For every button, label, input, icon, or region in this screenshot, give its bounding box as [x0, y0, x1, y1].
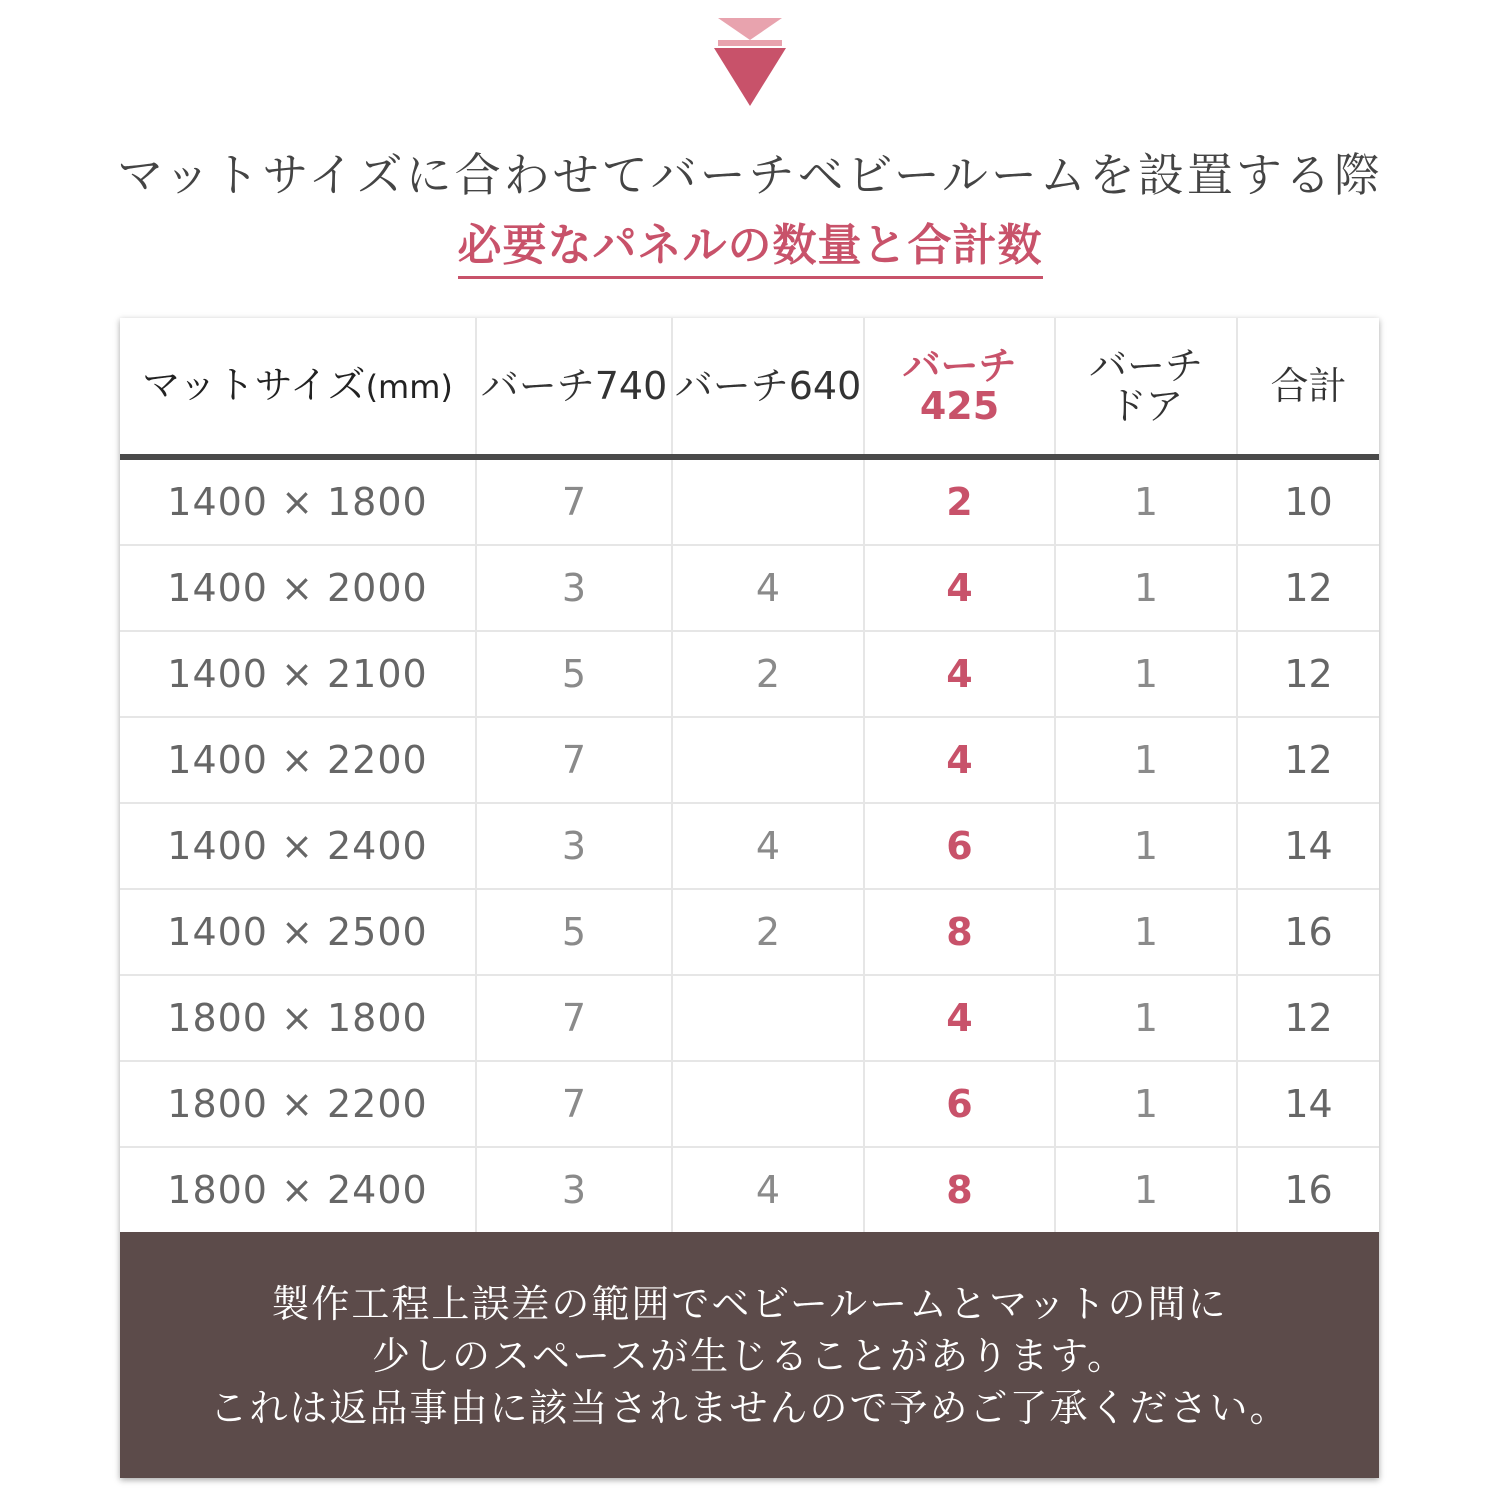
- cell-birch-740: 7: [476, 457, 672, 545]
- cell-birch-740: 7: [476, 1061, 672, 1147]
- table-row: [120, 717, 1379, 803]
- notice-line-2: 少しのスペースが生じることがあります。: [371, 1334, 1128, 1378]
- panel-quantity-table: [120, 318, 1379, 1478]
- down-arrow-icon: [714, 18, 786, 106]
- cell-birch-door: 1: [1055, 1061, 1237, 1147]
- cell-mat-size: 1800 × 1800: [120, 975, 476, 1061]
- table-row: [120, 631, 1379, 717]
- cell-birch-640: [672, 975, 864, 1061]
- cell-mat-size: 1400 × 2000: [120, 545, 476, 631]
- cell-mat-size: 1800 × 2400: [120, 1147, 476, 1232]
- cell-birch-door: 1: [1055, 717, 1237, 803]
- cell-birch-740: 3: [476, 1147, 672, 1232]
- cell-mat-size: 1400 × 1800: [120, 457, 476, 545]
- table-row: [120, 1147, 1379, 1232]
- table-row: [120, 975, 1379, 1061]
- cell-total: 10: [1237, 457, 1379, 545]
- cell-mat-size: 1800 × 2200: [120, 1061, 476, 1147]
- cell-birch-425: 4: [864, 975, 1055, 1061]
- table-row: [120, 889, 1379, 975]
- cell-birch-640: 4: [672, 1147, 864, 1232]
- notice-line-1: 製作工程上誤差の範囲でベビールームとマットの間に: [271, 1282, 1228, 1326]
- heading-line-2: 必要なパネルの数量と合計数: [458, 218, 1043, 279]
- cell-birch-740: 7: [476, 717, 672, 803]
- cell-total: 14: [1237, 1061, 1379, 1147]
- cell-total: 12: [1237, 975, 1379, 1061]
- header-birch-door: バーチ ドア: [1055, 318, 1237, 457]
- cell-birch-740: 3: [476, 803, 672, 889]
- header-birch-425: バーチ425: [864, 318, 1055, 457]
- cell-total: 16: [1237, 889, 1379, 975]
- table-row: [120, 457, 1379, 545]
- cell-birch-425: 8: [864, 889, 1055, 975]
- cell-birch-425: 4: [864, 717, 1055, 803]
- heading-line-1: マットサイズに合わせてバーチベビールームを設置する際: [117, 148, 1383, 202]
- cell-birch-door: 1: [1055, 545, 1237, 631]
- cell-total: 14: [1237, 803, 1379, 889]
- cell-total: 12: [1237, 631, 1379, 717]
- cell-birch-door: 1: [1055, 457, 1237, 545]
- cell-birch-640: 4: [672, 803, 864, 889]
- cell-birch-740: 5: [476, 889, 672, 975]
- cell-birch-640: [672, 1061, 864, 1147]
- notice-line-3: これは返品事由に該当されませんので予めご了承ください。: [209, 1386, 1290, 1430]
- table-header-row: [120, 318, 1379, 457]
- cell-birch-740: 7: [476, 975, 672, 1061]
- cell-birch-door: 1: [1055, 803, 1237, 889]
- cell-birch-425: 4: [864, 545, 1055, 631]
- cell-mat-size: 1400 × 2400: [120, 803, 476, 889]
- table-row: [120, 1061, 1379, 1147]
- cell-birch-640: 2: [672, 631, 864, 717]
- cell-birch-740: 3: [476, 545, 672, 631]
- header-total: 合計: [1237, 318, 1379, 457]
- cell-birch-door: 1: [1055, 975, 1237, 1061]
- cell-birch-425: 8: [864, 1147, 1055, 1232]
- table-row: [120, 545, 1379, 631]
- header-mat-size: マットサイズ(mm): [120, 318, 476, 457]
- cell-mat-size: 1400 × 2500: [120, 889, 476, 975]
- cell-birch-640: [672, 717, 864, 803]
- cell-birch-door: 1: [1055, 889, 1237, 975]
- cell-birch-740: 5: [476, 631, 672, 717]
- notice-box: [120, 1232, 1379, 1478]
- cell-birch-door: 1: [1055, 1147, 1237, 1232]
- table-row: [120, 803, 1379, 889]
- cell-birch-640: 4: [672, 545, 864, 631]
- header-birch-740: バーチ740: [476, 318, 672, 457]
- cell-birch-425: 6: [864, 803, 1055, 889]
- cell-birch-425: 2: [864, 457, 1055, 545]
- cell-mat-size: 1400 × 2200: [120, 717, 476, 803]
- cell-birch-425: 6: [864, 1061, 1055, 1147]
- cell-birch-425: 4: [864, 631, 1055, 717]
- cell-birch-640: [672, 457, 864, 545]
- cell-total: 16: [1284, 1168, 1333, 1212]
- cell-birch-640: 2: [672, 889, 864, 975]
- cell-total: 12: [1237, 717, 1379, 803]
- header-birch-640: バーチ640: [672, 318, 864, 457]
- cell-mat-size: 1400 × 2100: [120, 631, 476, 717]
- cell-birch-door: 1: [1055, 631, 1237, 717]
- cell-total: 12: [1237, 545, 1379, 631]
